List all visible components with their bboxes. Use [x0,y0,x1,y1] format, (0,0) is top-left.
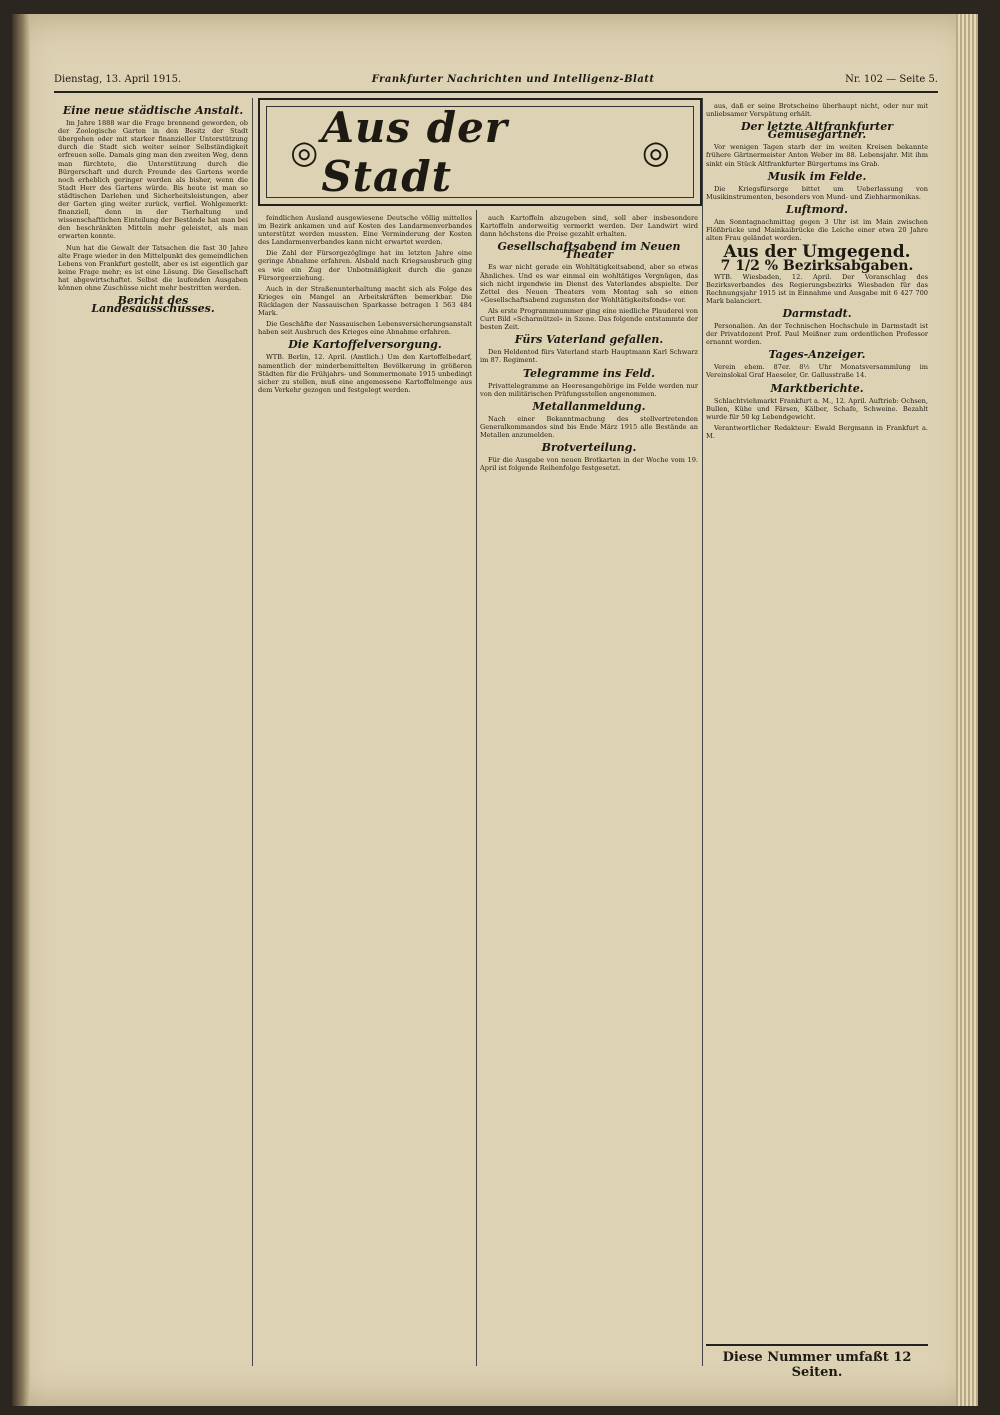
article-paragraph: WTB. Wiesbaden, 12. April. Der Voranschlag des Bezirksverbandes des Regierungsbezirks Wiesbaden für das Rechnungsjahr 1915 ist in Einnahme und Ausgabe mit 6 427 700 Mark balanciert. [706,272,928,305]
article-paragraph: Für die Ausgabe von neuen Brotkarten in der Woche vom 19. April ist folgende Reihenfolge festgesetzt. [480,456,698,473]
article-headline: Metallanmeldung. [532,399,646,413]
article-paragraph: Vor wenigen Tagen starb der im weiten Kreisen bekannte frühere Gärtnermeister Anton Weber im 88. Lebensjahr. Mit ihm sinkt ein Stück Altfrankfurter Bürgertums ins Grab. [706,143,928,168]
editor-credit: Verantwortlicher Redakteur: Ewald Bergmann in Frankfurt a. M. [706,423,928,440]
article-headline: Fürs Vaterland gefallen. [514,333,664,347]
article-paragraph: Auch in der Straßenunterhaltung macht sich als Folge des Krieges ein Mangel an Arbeitskräften bemerkbar. Die Rücklagen der Nassauischen Sparkasse betragen 1 563 484 Mark. [258,284,472,318]
article-paragraph: Nun hat die Gewalt der Tatsachen die fast 30 Jahre alte Frage wieder in den Mittelpunkt des gemeindlichen Lebens von Frankfurt gestellt, aber es ist eigentlich gar keine Frage mehr; es ist eine Lösung. Die Gesellschaft hat abgewirtschaftet. Selbst die laufenden Ausgaben können ohne Zuschüsse nicht mehr bestritten werden. [58,243,248,292]
article-paragraph: Im Jahre 1888 war die Frage brennend geworden, ob der Zoologische Garten in den Besitz der Stadt übergehen oder mit starker finanzieller Unterstützung durch die Stadt sich weiter seiner Selbständigkeit erfreuen solle. Damals ging man den zweiten Weg, denn man fürchtete, die Unterstützung durch die Bürgerschaft und durch Freunde des Gartens werde noch erheblich geringer werden als bisher, wenn die Stadt Herr des Gartens würde. Bis heute ist man so städtischen Darlehen und Sicherheitsleistungen, aber der Garten ging weiter zurück, verfiel. Wohlgemerkt: finanziell, denn in der Tierhaltung und wissenschaftlichen Einteilung der Bestände hat man bei den beschränkten Mitteln mehr geleistet, als man erwarten konnte. [58,119,248,241]
newspaper-page [12,14,978,1406]
article-paragraph: Den Heldentod fürs Vaterland starb Hauptmann Karl Schwarz im 87. Regiment. [480,348,698,365]
article-headline: Brotverteilung. [541,441,637,455]
subheadline: 7 1/2 % Bezirksabgaben. [720,258,914,275]
article-headline: Eine neue städtische Anstalt. [62,104,244,117]
column-divider [252,98,253,1366]
article-headline: Musik im Felde. [767,169,867,183]
article-paragraph: feindlichen Ausland ausgewiesene Deutsche völlig mittellos im Bezirk ankamen und auf Kosten des Landarmenverbandes unterstützt werden mussten. Eine Verminderung der Kosten des Landarmenverbandes kann nicht erwartet werden. [258,214,472,247]
column-3 [480,214,698,1366]
article-paragraph: Verein ehem. 87er. 8½ Uhr Monatsversammlung im Vereinslokal Graf Haeseler, Gr. Gallusstraße 14. [706,363,928,380]
article-paragraph: Die Zahl der Fürsorgezöglinge hat im letzten Jahre eine geringe Abnahme erfahren. Alsbald nach Kriegsausbruch ging es wie ein Zug der Unbotmäßigkeit durch die ganze Fürsorgeerziehung. [258,249,472,282]
section-title: Aus der Stadt [321,103,508,201]
ornament-left-icon: ◎ [290,133,319,171]
article-headline: Bericht des Landesausschusses. [91,294,215,316]
article-paragraph: Schlachtviehmarkt Frankfurt a. M., 12. April. Auftrieb: Ochsen, Bullen, Kühe und Färsen, Kälber, Schafe, Schweine. Bezahlt wurde für 50 kg Lebendgewicht. [706,396,928,421]
article-headline: Gesellschaftsabend im Neuen Theater [497,240,681,262]
article-headline: Die Kartoffelversorgung. [288,338,442,352]
section-masthead [258,98,702,206]
ornament-right-icon: ◎ [641,133,670,171]
binding-spine [12,14,30,1406]
page-number: Nr. 102 — Seite 5. [845,73,938,85]
column-divider [476,210,477,1366]
article-paragraph: Nach einer Bekanntmachung des stellvertretenden Generalkommandos sind bis Ende März 1915 alle Bestände an Metallen anzumelden. [480,414,698,440]
article-headline: Darmstadt. [782,306,852,320]
article-paragraph: Die Geschäfte der Nassauischen Lebensversicherungsanstalt haben seit Ausbruch des Krieges eine Abnahme erfahren. [258,320,472,337]
column-1 [58,102,248,1366]
page-header [54,70,938,93]
column-divider [702,98,703,1366]
article-paragraph: aus, daß er seine Brotscheine überhaupt nicht, oder nur mit unliebsamer Verspätung erhält. [706,102,928,119]
issue-date: Dienstag, 13. April 1915. [54,73,182,85]
article-paragraph: Am Sonntagnachmittag gegen 3 Uhr ist im Main zwischen Flößbrücke und Mainkaibrücke die Leiche einer etwa 20 Jahre alten Frau geländet worden. [706,218,928,243]
article-headline: Luftmord. [786,202,848,216]
article-paragraph: Als erste Programmnummer ging eine niedliche Plauderei von Curt Bild »Scharmützel« in Szene. Das folgende entstammte der besten Zeit. [480,306,698,332]
paper-name: Frankfurter Nachrichten und Intelligenz-Blatt [371,73,655,85]
article-paragraph: Die Kriegsfürsorge bittet um Ueberlassung von Musikinstrumenten, besonders von Mund- und Ziehharmonikas. [706,184,928,201]
article-paragraph: auch Kartoffeln abzugeben sind, soll aber insbesondere Kartoffeln anderweitig vermerkt werden. Der Landwirt wird dann höchstens die Preise gezahlt erhalten. [480,214,698,239]
article-paragraph: Personalien. An der Technischen Hochschule in Darmstadt ist der Privatdozent Prof. Paul Meißner zum ordentlichen Professor ernannt worden. [706,321,928,347]
article-paragraph: Privattelegramme an Heeresangehörige im Felde werden nur von den militärischen Prüfungsstellen angenommen. [480,381,698,398]
column-2 [258,214,472,1366]
article-paragraph: WTB. Berlin, 12. April. (Amtlich.) Um den Kartoffelbedarf, namentlich der minderbemittelten Bevölkerung in größeren Städten für die Frühjahrs- und Sommermonate 1915 unbedingt sicher zu stellen, muß eine angemessene Kartoffelmenge aus dem Verkehr gezogen und festgelegt werden. [258,353,472,394]
article-paragraph: Es war nicht gerade ein Wohltätigkeitsabend, aber so etwas Ähnliches. Und es war einmal ein wohltätiges Vergnügen, das sich nicht irgendwie im Dienst des Vaterlandes abspielte. Der Zettel des Neuen Theaters vom Montag sah so einen »Gesellschaftsabend zugunsten der Wohltätigkeitsfonds« vor. [480,263,698,304]
page-count-note: Diese Nummer umfaßt 12 Seiten. [706,1344,928,1380]
article-headline: Marktberichte. [770,381,864,395]
page-edge [956,14,978,1406]
section-headline: Aus der Umgegend. [723,242,911,263]
article-headline: Tages-Anzeiger. [768,348,866,362]
article-headline: Telegramme ins Feld. [523,366,655,380]
article-headline: Der letzte Altfrankfurter Gemüsegärtner. [740,120,894,142]
column-4 [706,102,928,1366]
